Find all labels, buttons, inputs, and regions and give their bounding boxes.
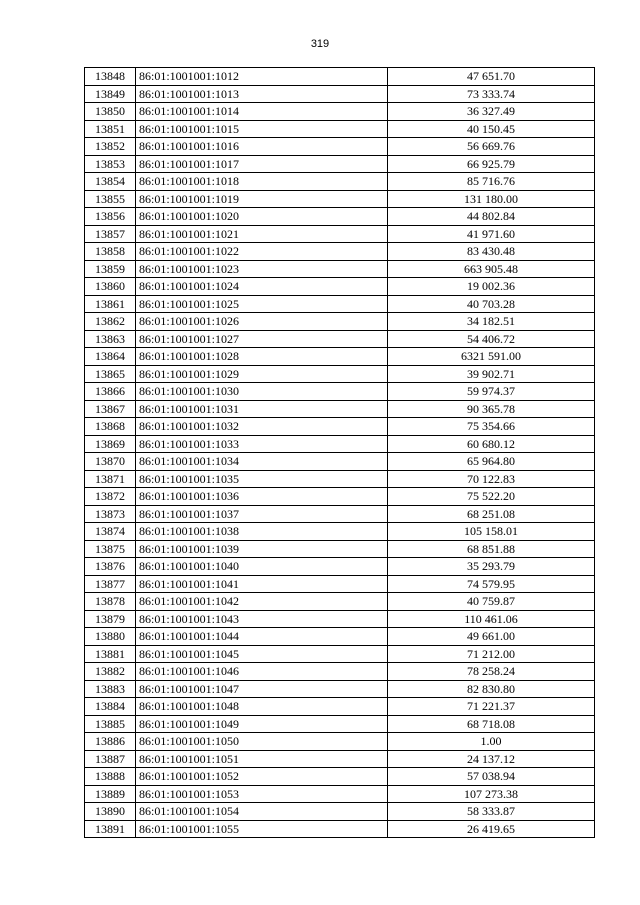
table-row: [85, 768, 595, 786]
row-number-cell: 13863: [85, 330, 136, 348]
cadastral-number-cell: 86:01:1001001:1047: [136, 680, 388, 698]
cadastral-number-cell: 86:01:1001001:1013: [136, 85, 388, 103]
cadastral-value-cell: 35 293.79: [388, 558, 595, 576]
table-row: [85, 348, 595, 366]
cadastral-number-cell: 86:01:1001001:1021: [136, 225, 388, 243]
cadastral-value-cell: 110 461.06: [388, 610, 595, 628]
table-row: [85, 820, 595, 838]
row-number-cell: 13872: [85, 488, 136, 506]
cadastral-value-cell: 65 964.80: [388, 453, 595, 471]
table-row: [85, 225, 595, 243]
row-number-cell: 13867: [85, 400, 136, 418]
cadastral-value-cell: 40 759.87: [388, 593, 595, 611]
table-row: [85, 575, 595, 593]
table-row: [85, 138, 595, 156]
cadastral-number-cell: 86:01:1001001:1054: [136, 803, 388, 821]
cadastral-number-cell: 86:01:1001001:1039: [136, 540, 388, 558]
table-row: [85, 85, 595, 103]
cadastral-number-cell: 86:01:1001001:1018: [136, 173, 388, 191]
row-number-cell: 13883: [85, 680, 136, 698]
table-row: [85, 610, 595, 628]
cadastral-number-cell: 86:01:1001001:1034: [136, 453, 388, 471]
cadastral-value-cell: 70 122.83: [388, 470, 595, 488]
cadastral-number-cell: 86:01:1001001:1051: [136, 750, 388, 768]
page-number: 319: [310, 38, 330, 50]
row-number-cell: 13855: [85, 190, 136, 208]
table-row: [85, 715, 595, 733]
cadastral-number-cell: 86:01:1001001:1017: [136, 155, 388, 173]
cadastral-value-cell: 40 150.45: [388, 120, 595, 138]
cadastral-value-cell: 57 038.94: [388, 768, 595, 786]
cadastral-number-cell: 86:01:1001001:1033: [136, 435, 388, 453]
cadastral-value-cell: 58 333.87: [388, 803, 595, 821]
cadastral-number-cell: 86:01:1001001:1042: [136, 593, 388, 611]
cadastral-value-cell: 68 718.08: [388, 715, 595, 733]
row-number-cell: 13862: [85, 313, 136, 331]
table-row: [85, 173, 595, 191]
cadastral-value-cell: 75 354.66: [388, 418, 595, 436]
cadastral-number-cell: 86:01:1001001:1036: [136, 488, 388, 506]
cadastral-value-cell: 41 971.60: [388, 225, 595, 243]
cadastral-number-cell: 86:01:1001001:1038: [136, 523, 388, 541]
cadastral-value-cell: 68 251.08: [388, 505, 595, 523]
row-number-cell: 13882: [85, 663, 136, 681]
cadastral-value-cell: 6321 591.00: [388, 348, 595, 366]
row-number-cell: 13891: [85, 820, 136, 838]
cadastral-value-cell: 66 925.79: [388, 155, 595, 173]
row-number-cell: 13856: [85, 208, 136, 226]
cadastral-value-cell: 78 258.24: [388, 663, 595, 681]
cadastral-value-cell: 73 333.74: [388, 85, 595, 103]
table-row: [85, 418, 595, 436]
cadastral-number-cell: 86:01:1001001:1043: [136, 610, 388, 628]
cadastral-number-cell: 86:01:1001001:1026: [136, 313, 388, 331]
row-number-cell: 13859: [85, 260, 136, 278]
cadastral-number-cell: 86:01:1001001:1035: [136, 470, 388, 488]
table-row: [85, 383, 595, 401]
cadastral-number-cell: 86:01:1001001:1015: [136, 120, 388, 138]
cadastral-number-cell: 86:01:1001001:1037: [136, 505, 388, 523]
cadastral-number-cell: 86:01:1001001:1030: [136, 383, 388, 401]
row-number-cell: 13875: [85, 540, 136, 558]
cadastral-number-cell: 86:01:1001001:1027: [136, 330, 388, 348]
row-number-cell: 13866: [85, 383, 136, 401]
cadastral-value-cell: 56 669.76: [388, 138, 595, 156]
cadastral-value-cell: 1.00: [388, 733, 595, 751]
cadastral-value-cell: 105 158.01: [388, 523, 595, 541]
row-number-cell: 13864: [85, 348, 136, 366]
cadastral-number-cell: 86:01:1001001:1045: [136, 645, 388, 663]
cadastral-value-cell: 54 406.72: [388, 330, 595, 348]
cadastral-value-cell: 26 419.65: [388, 820, 595, 838]
table-row: [85, 313, 595, 331]
table-row: [85, 278, 595, 296]
cadastral-number-cell: 86:01:1001001:1022: [136, 243, 388, 261]
cadastral-value-cell: 82 830.80: [388, 680, 595, 698]
table-row: [85, 558, 595, 576]
cadastral-number-cell: 86:01:1001001:1024: [136, 278, 388, 296]
cadastral-value-cell: 24 137.12: [388, 750, 595, 768]
cadastral-number-cell: 86:01:1001001:1025: [136, 295, 388, 313]
row-number-cell: 13851: [85, 120, 136, 138]
table-row: [85, 733, 595, 751]
cadastral-number-cell: 86:01:1001001:1031: [136, 400, 388, 418]
row-number-cell: 13880: [85, 628, 136, 646]
table-row: [85, 680, 595, 698]
cadastral-number-cell: 86:01:1001001:1050: [136, 733, 388, 751]
table-row: [85, 208, 595, 226]
row-number-cell: 13885: [85, 715, 136, 733]
cadastral-value-cell: 75 522.20: [388, 488, 595, 506]
table-row: [85, 803, 595, 821]
cadastral-number-cell: 86:01:1001001:1014: [136, 103, 388, 121]
cadastral-value-cell: 71 221.37: [388, 698, 595, 716]
table-row: [85, 120, 595, 138]
cadastral-value-cell: 60 680.12: [388, 435, 595, 453]
row-number-cell: 13879: [85, 610, 136, 628]
cadastral-value-cell: 131 180.00: [388, 190, 595, 208]
row-number-cell: 13857: [85, 225, 136, 243]
table-body: [85, 68, 595, 838]
cadastral-number-cell: 86:01:1001001:1041: [136, 575, 388, 593]
row-number-cell: 13889: [85, 785, 136, 803]
table-row: [85, 365, 595, 383]
cadastral-value-cell: 90 365.78: [388, 400, 595, 418]
cadastral-value-cell: 39 902.71: [388, 365, 595, 383]
row-number-cell: 13887: [85, 750, 136, 768]
table-row: [85, 645, 595, 663]
row-number-cell: 13877: [85, 575, 136, 593]
row-number-cell: 13878: [85, 593, 136, 611]
table-row: [85, 505, 595, 523]
row-number-cell: 13876: [85, 558, 136, 576]
table-row: [85, 400, 595, 418]
cadastral-number-cell: 86:01:1001001:1029: [136, 365, 388, 383]
table-row: [85, 540, 595, 558]
cadastral-value-cell: 71 212.00: [388, 645, 595, 663]
table-row: [85, 785, 595, 803]
cadastral-number-cell: 86:01:1001001:1046: [136, 663, 388, 681]
cadastral-number-cell: 86:01:1001001:1032: [136, 418, 388, 436]
cadastral-number-cell: 86:01:1001001:1055: [136, 820, 388, 838]
row-number-cell: 13871: [85, 470, 136, 488]
table-row: [85, 68, 595, 86]
cadastral-value-cell: 49 661.00: [388, 628, 595, 646]
row-number-cell: 13868: [85, 418, 136, 436]
row-number-cell: 13853: [85, 155, 136, 173]
table-row: [85, 523, 595, 541]
cadastral-number-cell: 86:01:1001001:1053: [136, 785, 388, 803]
row-number-cell: 13848: [85, 68, 136, 86]
cadastral-number-cell: 86:01:1001001:1052: [136, 768, 388, 786]
cadastral-value-cell: 40 703.28: [388, 295, 595, 313]
cadastral-number-cell: 86:01:1001001:1044: [136, 628, 388, 646]
cadastral-value-cell: 47 651.70: [388, 68, 595, 86]
row-number-cell: 13850: [85, 103, 136, 121]
row-number-cell: 13849: [85, 85, 136, 103]
row-number-cell: 13865: [85, 365, 136, 383]
table-row: [85, 260, 595, 278]
cadastral-value-cell: 36 327.49: [388, 103, 595, 121]
cadastral-value-cell: 74 579.95: [388, 575, 595, 593]
cadastral-number-cell: 86:01:1001001:1023: [136, 260, 388, 278]
cadastral-number-cell: 86:01:1001001:1016: [136, 138, 388, 156]
table-row: [85, 663, 595, 681]
cadastral-number-cell: 86:01:1001001:1049: [136, 715, 388, 733]
row-number-cell: 13884: [85, 698, 136, 716]
cadastral-number-cell: 86:01:1001001:1020: [136, 208, 388, 226]
table-row: [85, 628, 595, 646]
row-number-cell: 13854: [85, 173, 136, 191]
table-row: [85, 453, 595, 471]
table-row: [85, 155, 595, 173]
row-number-cell: 13873: [85, 505, 136, 523]
table-row: [85, 103, 595, 121]
table-row: [85, 243, 595, 261]
table-row: [85, 750, 595, 768]
cadastral-value-cell: 19 002.36: [388, 278, 595, 296]
cadastral-value-cell: 107 273.38: [388, 785, 595, 803]
row-number-cell: 13890: [85, 803, 136, 821]
row-number-cell: 13874: [85, 523, 136, 541]
table-row: [85, 488, 595, 506]
row-number-cell: 13886: [85, 733, 136, 751]
cadastral-value-cell: 59 974.37: [388, 383, 595, 401]
cadastral-number-cell: 86:01:1001001:1012: [136, 68, 388, 86]
cadastral-value-cell: 663 905.48: [388, 260, 595, 278]
table-row: [85, 190, 595, 208]
row-number-cell: 13861: [85, 295, 136, 313]
table-row: [85, 698, 595, 716]
cadastral-number-cell: 86:01:1001001:1040: [136, 558, 388, 576]
row-number-cell: 13858: [85, 243, 136, 261]
cadastral-value-cell: 44 802.84: [388, 208, 595, 226]
table-row: [85, 470, 595, 488]
table-row: [85, 330, 595, 348]
table-row: [85, 295, 595, 313]
row-number-cell: 13852: [85, 138, 136, 156]
cadastral-value-cell: 85 716.76: [388, 173, 595, 191]
row-number-cell: 13888: [85, 768, 136, 786]
row-number-cell: 13869: [85, 435, 136, 453]
cadastral-value-cell: 68 851.88: [388, 540, 595, 558]
table-row: [85, 435, 595, 453]
cadastral-value-cell: 83 430.48: [388, 243, 595, 261]
cadastral-number-cell: 86:01:1001001:1048: [136, 698, 388, 716]
row-number-cell: 13860: [85, 278, 136, 296]
row-number-cell: 13870: [85, 453, 136, 471]
row-number-cell: 13881: [85, 645, 136, 663]
cadastral-value-table: [84, 67, 595, 838]
cadastral-number-cell: 86:01:1001001:1028: [136, 348, 388, 366]
table-row: [85, 593, 595, 611]
cadastral-number-cell: 86:01:1001001:1019: [136, 190, 388, 208]
cadastral-value-cell: 34 182.51: [388, 313, 595, 331]
